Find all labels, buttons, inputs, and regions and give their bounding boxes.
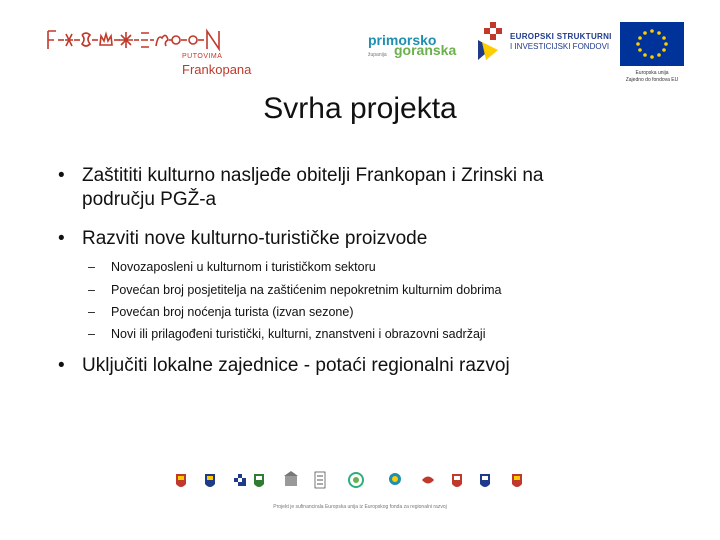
partner-crest-icon [254, 474, 264, 487]
dash-symbol: – [88, 283, 95, 297]
sub-bullet-3 [88, 304, 354, 320]
bullet-text-1b: području PGŽ-a [82, 189, 217, 210]
pgz-logo [366, 28, 456, 62]
sub-bullet-text-2: Povećan broj posjetitelja na zaštićenim nepokretnim kulturnim dobrima [111, 283, 502, 297]
partner-swirl-icon [349, 473, 363, 487]
bullet-text-1a: Zaštititi kulturno nasljeđe obitelji Frankopan i Zrinski na [82, 165, 544, 186]
eu-logo [620, 22, 684, 82]
dash-symbol: – [88, 260, 95, 274]
sub-bullet-4 [88, 326, 486, 342]
esi-logo-line1: EUROPSKI STRUKTURNI [510, 32, 612, 41]
partner-flower-icon [389, 473, 401, 485]
partner-crest-icon [452, 474, 462, 487]
partner-crest-icon [176, 474, 186, 487]
partner-text-logo-icon [315, 472, 325, 488]
bullet-item-2 [58, 227, 672, 251]
pgz-logo-line1: primorsko [368, 32, 437, 48]
bullet-symbol: • [58, 228, 65, 249]
partner-fish-icon [422, 477, 434, 484]
bullet-item-1 [58, 164, 672, 212]
sub-bullet-1 [88, 259, 376, 275]
bullet-symbol: • [58, 165, 65, 186]
frankopan-logo [46, 28, 324, 78]
sub-bullet-text-4: Novi ili prilagođeni turistički, kulturni, znanstveni i obrazovni sadržaji [111, 327, 486, 341]
sub-bullet-text-3: Povećan broj noćenja turista (izvan sezone) [111, 305, 354, 319]
bullet-symbol: • [58, 355, 65, 376]
frankopan-logo-mark-end [181, 28, 321, 52]
sub-bullet-2 [88, 282, 502, 298]
pgz-logo-line2: goranska [394, 42, 457, 58]
partner-crest-icon [512, 474, 522, 487]
frankopan-logo-sub1: PUTOVIMA [182, 53, 223, 60]
bullet-item-3 [58, 354, 672, 378]
bullet-text-2: Razviti nove kulturno-turističke proizvode [82, 228, 428, 249]
croatian-checker-icon [476, 20, 508, 62]
partner-checker-icon [234, 474, 246, 486]
partner-building-icon [284, 471, 298, 486]
slide-title: Svrha projekta [263, 92, 457, 125]
eu-logo-caption1: Europska unija [635, 70, 669, 76]
partner-logos [170, 470, 540, 500]
frankopan-logo-mark [46, 28, 181, 52]
pgz-logo-line3: županija [368, 52, 387, 58]
eu-logo-caption2: Zajedno do fondova EU [625, 77, 679, 83]
footer-note: Projekt je sufinancirala Europska unija iz Europskog fonda za regionalni razvoj [273, 504, 447, 510]
partner-crest-icon [480, 474, 490, 487]
frankopan-logo-sub2: Frankopana [182, 62, 252, 77]
bullet-text-3: Uključiti lokalne zajednice - potaći regionalni razvoj [82, 355, 510, 376]
sub-bullet-text-1: Novozaposleni u kulturnom i turističkom sektoru [111, 260, 376, 274]
esi-logo-line2: I INVESTICIJSKI FONDOVI [510, 42, 610, 51]
partner-crest-icon [205, 474, 215, 487]
esi-funds-logo [476, 20, 612, 62]
eu-flag-icon [620, 22, 684, 66]
dash-symbol: – [88, 305, 95, 319]
dash-symbol: – [88, 327, 95, 341]
